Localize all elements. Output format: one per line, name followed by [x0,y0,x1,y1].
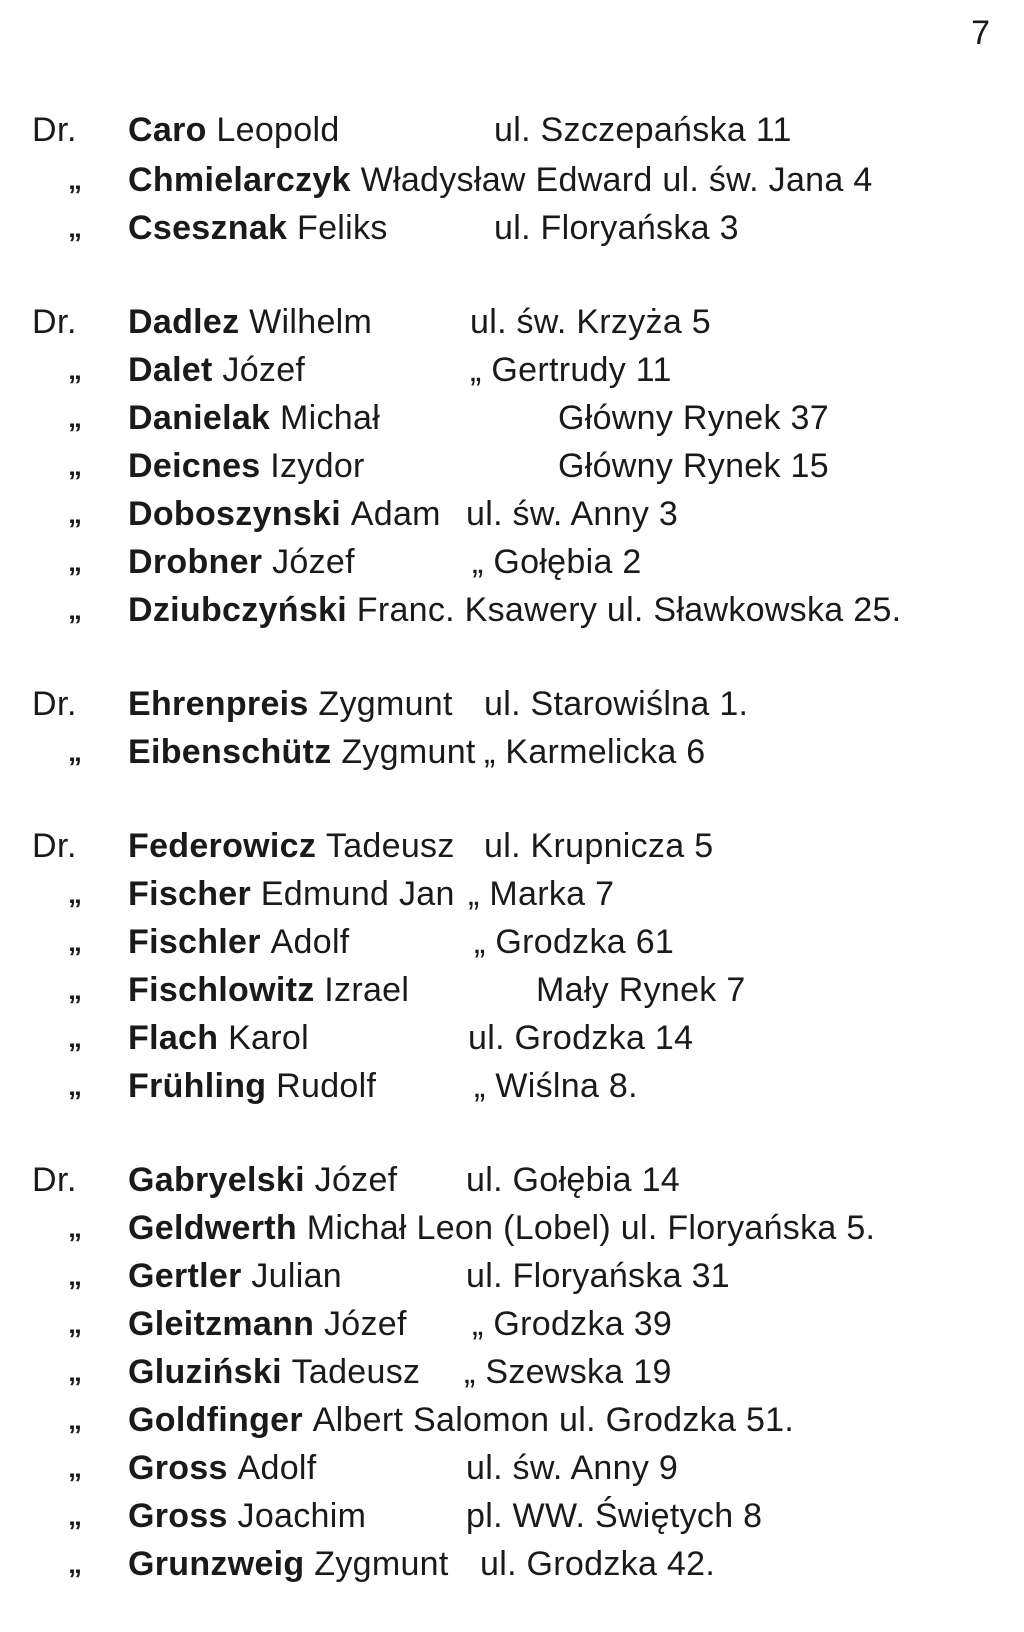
entry-given-name: Zygmunt [341,733,476,771]
directory-entry [32,398,992,438]
entry-prefix: Dr. [32,685,77,723]
entry-surname: Fischler [128,923,261,961]
entry-name [128,302,372,342]
entry-prefix: Dr. [32,827,77,865]
entry-surname: Gabryelski [128,1161,305,1199]
directory-entry [32,732,992,772]
entry-surname: Fischlowitz [128,971,315,1009]
entry-given-name: Karol [228,1019,309,1057]
entry-name [128,1304,407,1344]
entry-address: ul. św. Krzyża 5 [470,303,711,341]
entry-name [128,1544,449,1584]
entry-given-name: Edmund Jan [260,875,455,913]
entry-prefix: Dr. [32,1161,77,1199]
entry-name [128,590,901,630]
entry-given-name: Tadeusz [325,827,455,865]
entry-surname: Federowicz [128,827,317,865]
entry-address: ul. Gołębia 14 [466,1161,681,1199]
directory-entry [32,1496,992,1536]
entry-address: Główny Rynek 15 [558,447,829,485]
entry-surname: Frühling [128,1067,267,1105]
entry-address: „ Gołębia 2 [472,543,642,581]
entry-address: Główny Rynek 37 [558,399,829,437]
entry-surname: Gross [128,1449,228,1487]
entry-prefix: „ [68,164,83,195]
entry-given-name: Józef [314,1161,398,1199]
entry-address: „ Grodzka 61 [474,923,675,961]
entry-name [128,160,873,200]
entry-given-name: Tadeusz [291,1353,421,1391]
directory-entry [32,1304,992,1344]
entry-prefix: „ [68,354,83,385]
entry-given-name: Wilhelm [249,303,373,341]
entry-surname: Dalet [128,351,213,389]
directory-entry [32,826,992,866]
entry-given-name: Józef [272,543,355,581]
entry-surname: Chmielarczyk [128,161,351,199]
entry-prefix: „ [68,1260,83,1291]
entry-given-name: Zygmunt [314,1545,449,1583]
entry-address: ul. Floryańska 3 [494,209,739,247]
entry-surname: Caro [128,111,207,149]
entry-surname: Dadlez [128,303,240,341]
entry-surname: Drobner [128,543,263,581]
entry-prefix: „ [68,402,83,433]
entry-given-name: Franc. Ksawery ul. Sławkowska 25. [356,591,902,629]
entry-address: ul. Krupnicza 5 [484,827,714,865]
entry-given-name: Albert Salomon ul. Grodzka 51. [312,1401,795,1439]
directory-entry [32,1160,992,1200]
entry-address: „ Karmelicka 6 [484,733,706,771]
directory-entry [32,922,992,962]
entry-name [128,1352,420,1392]
entry-prefix: „ [68,212,83,243]
entry-address: „ Gertrudy 11 [470,351,672,389]
directory-entry [32,590,992,630]
directory-entry [32,542,992,582]
entry-given-name: Leopold [216,111,340,149]
entry-surname: Doboszynski [128,495,342,533]
directory-entry [32,1066,992,1106]
directory-entry [32,110,992,150]
entry-name [128,1160,397,1200]
entry-surname: Eibenschütz [128,733,332,771]
entry-prefix: „ [68,546,83,577]
entry-address: „ Wiślna 8. [474,1067,638,1105]
entry-name [128,1400,794,1440]
entry-surname: Dziubczyński [128,591,347,629]
entry-prefix: „ [68,878,83,909]
entry-name [128,350,305,390]
entry-name [128,1256,342,1296]
entry-prefix: „ [68,1548,83,1579]
entry-surname: Gluziński [128,1353,282,1391]
entry-given-name: Izrael [324,971,410,1009]
entry-surname: Danielak [128,399,271,437]
entry-prefix: „ [68,1022,83,1053]
entry-given-name: Adolf [237,1449,317,1487]
entry-surname: Gleitzmann [128,1305,315,1343]
entry-given-name: Adam [350,495,441,533]
entry-prefix: „ [68,1404,83,1435]
entry-prefix: „ [68,450,83,481]
entry-name [128,970,409,1010]
entry-given-name: Rudolf [276,1067,377,1105]
entry-address: ul. św. Anny 9 [466,1449,679,1487]
entry-name [128,494,441,534]
entry-surname: Grunzweig [128,1545,305,1583]
directory-entry [32,494,992,534]
directory-entry [32,1544,992,1584]
directory-entry [32,1400,992,1440]
entry-name [128,1448,317,1488]
entry-address: ul. św. Anny 3 [466,495,679,533]
directory-entry [32,684,992,724]
entry-given-name: Feliks [297,209,388,247]
directory-entry [32,1018,992,1058]
entry-surname: Flach [128,1019,219,1057]
entry-surname: Ehrenpreis [128,685,309,723]
entry-name [128,446,365,486]
entry-address: ul. Grodzka 42. [480,1545,716,1583]
entry-surname: Gross [128,1497,228,1535]
entry-surname: Csesznak [128,209,288,247]
entry-given-name: Władysław Edward ul. św. Jana 4 [360,161,873,199]
directory-entry [32,1352,992,1392]
entry-given-name: Julian [251,1257,342,1295]
entry-prefix: „ [68,736,83,767]
entry-given-name: Józef [324,1305,407,1343]
entry-given-name: Zygmunt [318,685,453,723]
directory-entry [32,970,992,1010]
entry-given-name: Michał [280,399,381,437]
entry-address: „ Marka 7 [468,875,615,913]
entry-name [128,1018,309,1058]
entry-given-name: Józef [222,351,306,389]
entry-prefix: „ [68,1500,83,1531]
entry-address: „ Grodzka 39 [472,1305,673,1343]
entry-name [128,826,455,866]
entry-given-name: Adolf [270,923,350,961]
directory-entry [32,208,992,248]
entry-prefix: „ [68,594,83,625]
entry-address: „ Szewska 19 [464,1353,672,1391]
entry-surname: Geldwerth [128,1209,297,1247]
entry-surname: Deicnes [128,447,261,485]
entry-prefix: Dr. [32,111,77,149]
entry-prefix: „ [68,1452,83,1483]
directory-entry [32,1448,992,1488]
entry-given-name: Izydor [270,447,365,485]
directory-entry [32,1256,992,1296]
entry-name [128,1066,376,1106]
entry-address: ul. Szczepańska 11 [494,111,792,149]
entry-prefix: „ [68,926,83,957]
entry-given-name: Michał Leon (Lobel) ul. Floryańska 5. [306,1209,876,1247]
entry-prefix: „ [68,974,83,1005]
entry-name [128,874,455,914]
entry-name [128,732,476,772]
page-number: 7 [971,14,990,52]
directory-entry [32,350,992,390]
directory-entry [32,874,992,914]
entry-given-name: Joachim [237,1497,367,1535]
directory-entry [32,160,992,200]
entry-name [128,110,340,150]
entry-name [128,208,388,248]
entry-surname: Gertler [128,1257,242,1295]
entry-prefix: „ [68,1212,83,1243]
entry-name [128,1208,875,1248]
entry-surname: Goldfinger [128,1401,303,1439]
directory-entry [32,302,992,342]
directory-entry [32,446,992,486]
entry-surname: Fischer [128,875,252,913]
entry-name [128,398,380,438]
entry-name [128,1496,366,1536]
entry-address: pl. WW. Świętych 8 [466,1497,763,1535]
entry-name [128,922,350,962]
entry-prefix: „ [68,498,83,529]
entry-address: ul. Starowiślna 1. [484,685,749,723]
entry-prefix: Dr. [32,303,77,341]
entry-address: Mały Rynek 7 [536,971,746,1009]
entry-name [128,684,453,724]
entry-prefix: „ [68,1308,83,1339]
directory-entry [32,1208,992,1248]
entry-address: ul. Grodzka 14 [468,1019,694,1057]
entry-name [128,542,355,582]
entry-prefix: „ [68,1356,83,1387]
entry-address: ul. Floryańska 31 [466,1257,731,1295]
entry-prefix: „ [68,1070,83,1101]
